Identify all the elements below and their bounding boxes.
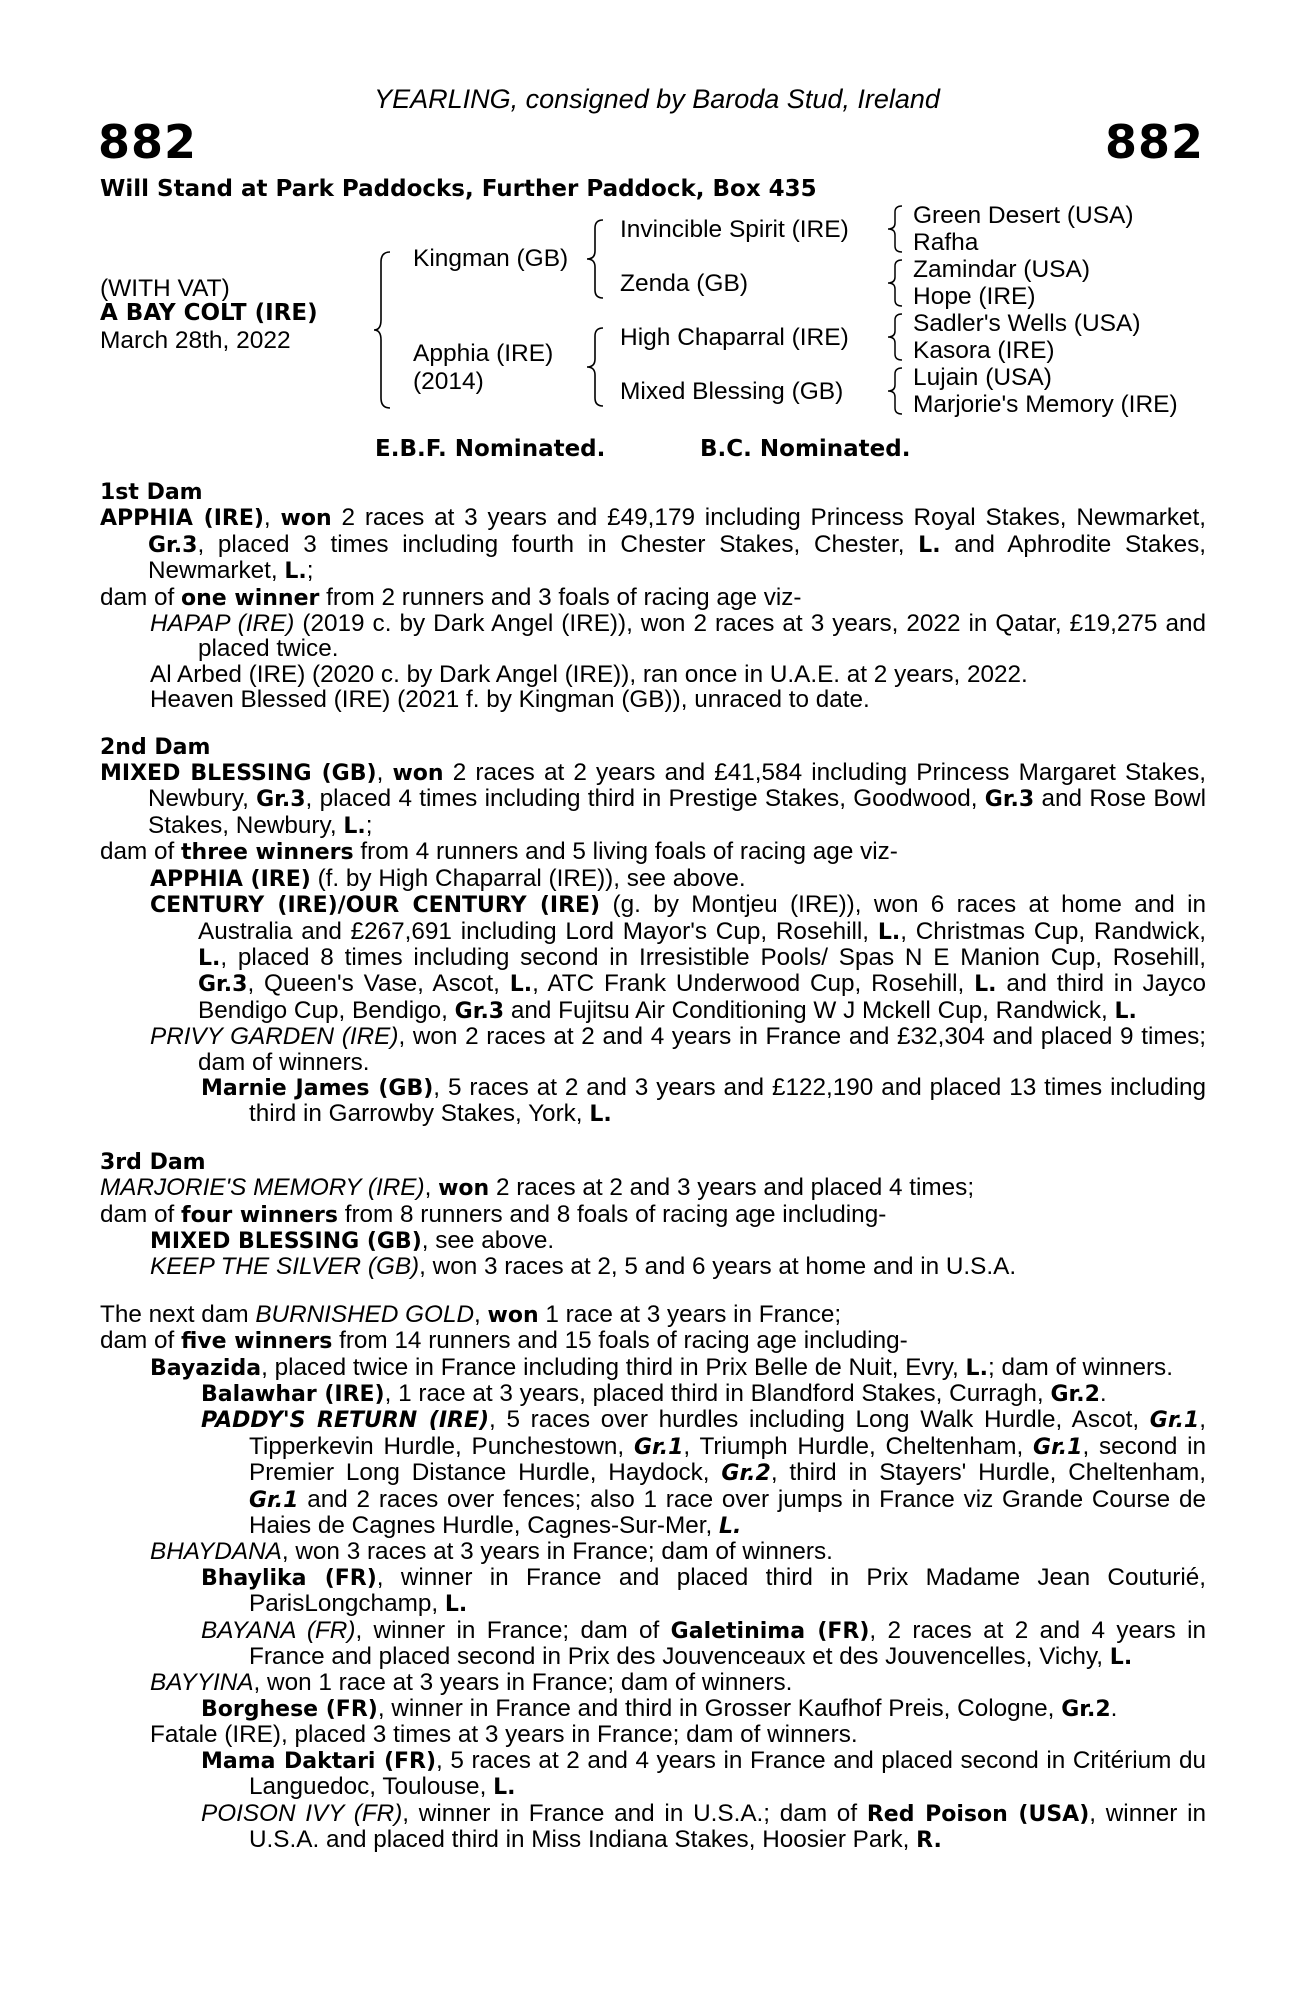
brace-ds [886,312,906,362]
dam2-foal-1 [100,866,1206,892]
sire-sire: Invincible Spirit (IRE) [620,216,849,243]
text: , winner in U.S.A. and placed third in Miss Indiana Stakes, Hoosier Park, [249,1799,1206,1853]
foal-name: BHAYDANA [150,1538,282,1566]
text: , winner in France; dam of [355,1616,671,1644]
foal-name: Mama Daktari (FR) [201,1748,437,1774]
text: ; [306,557,314,585]
winners-count: five winners [181,1329,333,1355]
brace-ss [886,204,906,254]
foal-name: Bayazida [150,1355,262,1381]
text: 2 races at 2 and 3 years and placed 4 times; [489,1174,975,1202]
dam1-name: APPHIA (IRE) [100,506,264,532]
dam2-heading: 2nd Dam [100,734,211,760]
listed: L. [877,919,901,945]
dam3-name: MARJORIE'S MEMORY (IRE) [100,1174,425,1202]
foal-name: KEEP THE SILVER (GB) [150,1253,420,1281]
foal-name: APPHIA (IRE) [150,866,311,892]
listed: L. [493,1775,516,1801]
dam4-grandfoal-3a [100,1696,1206,1722]
foal-name: MIXED BLESSING (GB) [150,1228,422,1254]
text: , won 3 races at 2, 5 and 6 years at home and in U.S.A. [419,1253,1017,1281]
listed: L. [589,1102,612,1128]
dam-dam: Mixed Blessing (GB) [620,378,844,405]
foal-name: Balawhar (IRE) [201,1382,385,1407]
text: and 2 races over fences; also 1 race over jumps in France viz Grande Course de Haies de Cagnes Hurdle, Cagnes-Sur-Mer, [249,1485,1206,1540]
dam4-grandfoal-4b [100,1801,1206,1854]
dam1-foal-3 [100,687,1206,712]
listed: L. [509,972,533,998]
text: , won 2 races at 2 and 4 years in France and £32,304 and placed 9 times; dam of winners. [198,1023,1206,1076]
winners-count: four winners [181,1202,338,1228]
dam2-produce-summary [100,839,1206,865]
grade: Gr.3 [148,532,198,558]
dam3-heading: 3rd Dam [100,1149,206,1175]
dam-sire: High Chaparral (IRE) [620,324,849,351]
dam3-foal-2 [100,1254,1206,1279]
text: (g. by Montjeu (IRE)), won 6 races at home and in Australia and £267,691 including Lord Mayor's Cup, Rosehill, [198,891,1207,945]
dam4-foal-2 [100,1539,1206,1564]
text: , 5 races over hurdles including Long Walk Hurdle, Ascot, [489,1406,1150,1434]
text: ; [365,811,373,839]
sire-sire-sire: Green Desert (USA) [913,202,1134,229]
grade: Gr.1 [249,1487,299,1513]
text: dam of [100,583,182,611]
dam-dam-dam: Marjorie's Memory (IRE) [913,391,1178,418]
dam3-record [100,1175,1206,1201]
winners-count: three winners [181,840,354,866]
dam2-grandfoal [100,1075,1206,1128]
text: and Aphrodite Stakes, Newmarket, [148,530,1206,585]
stand-location: Will Stand at Park Paddocks, Further Paddock, Box 435 [100,176,817,202]
brace-dam [585,326,607,408]
dam4-record [100,1302,1206,1328]
text: , Triumph Hurdle, Cheltenham, [683,1432,1034,1460]
dam1-heading: 1st Dam [100,480,203,505]
foal-name: Galetinima (FR) [670,1618,870,1644]
foal-name: Marnie James (GB) [201,1075,434,1101]
text: from 2 runners and 3 foals of racing age viz- [319,583,802,611]
text: and third in Jayco Bendigo Cup, Bendigo, [198,970,1207,1024]
foal-name: POISON IVY (FR) [201,1799,403,1827]
sire-sire-dam: Rafha [913,229,979,256]
brace-dd [886,366,906,416]
dam4-name: BURNISHED GOLD [255,1300,475,1328]
text: , won 1 race at 3 years in France; dam of winners. [253,1669,793,1697]
listed: L. [1109,1645,1133,1671]
subject-name: A BAY COLT (IRE) [100,300,318,326]
text: . [1099,1380,1107,1407]
dam2-won: won [392,761,444,787]
spacer [100,1280,1206,1302]
dam-sire-dam: Kasora (IRE) [913,337,1055,364]
grade: Gr.3 [198,972,248,998]
foal-name: HAPAP (IRE) [150,610,295,638]
listed: L. [444,1592,468,1618]
text: , winner in France and third in Grosser Kaufhof Preis, Cologne, [377,1694,1062,1722]
text: and Rose Bowl Stakes, Newbury, [148,785,1206,839]
dam-sire-sire: Sadler's Wells (USA) [913,310,1141,337]
text: 2 races at 3 years and £49,179 including Princess Royal Stakes, Newmarket, [331,504,1206,532]
text: 2 races at 2 years and £41,584 including Princess Margaret Stakes, Newbury, [148,759,1206,813]
ebf-nomination: E.B.F. Nominated. [375,436,606,462]
text: , placed 8 times including second in Irresistible Pools/ Spas N E Manion Cup, Rosehill, [220,943,1206,971]
foal-name: BAYYINA [150,1669,254,1697]
listed: L. [965,1355,988,1381]
dam2-foal-2 [100,892,1206,1024]
text: , third in Stayers' Hurdle, Cheltenham, [770,1459,1206,1487]
subject-foaled: March 28th, 2022 [100,327,291,354]
dam2-foal-3 [100,1024,1206,1075]
listed: L. [918,532,941,558]
text: , won 3 races at 3 years in France; dam of winners. [281,1538,833,1566]
text: , 5 races at 2 and 4 years in France and placed second in Critérium du Languedoc, Toulouse, [249,1746,1206,1801]
text: , 5 races at 2 and 3 years and £122,190 and placed 13 times including third in Garrowby Stakes, York, [249,1073,1207,1128]
text: Heaven Blessed (IRE) (2021 f. by Kingman (GB)), unraced to date. [150,686,870,714]
grade: Gr.3 [984,787,1035,813]
sire-dam: Zenda (GB) [620,270,748,297]
text: , 1 race at 3 years, placed third in Blandford Stakes, Curragh, [384,1380,1051,1407]
brace-main [372,250,394,410]
listed: L. [718,1514,742,1540]
brace-sire [585,218,607,300]
text: , winner in France and in U.S.A.; dam of [402,1799,867,1827]
catalogue-body [100,480,1206,1853]
text: , Christmas Cup, Randwick, [900,917,1206,945]
text: , winner in France and placed third in Prix Madame Jean Couturié, ParisLongchamp, [249,1563,1206,1618]
consignment-line: YEARLING, consigned by Baroda Stud, Ireland [374,84,940,114]
dam1-foal-2 [100,662,1206,687]
text: , second in Premier Long Distance Hurdle, Haydock, [249,1432,1207,1487]
dam4-foal-3 [100,1670,1206,1695]
text: Al Arbed (IRE) (2020 c. by Dark Angel (IRE)), ran once in U.A.E. at 2 years, 2022. [150,660,1028,688]
grade: Gr.2 [721,1461,771,1487]
sire-dam-dam: Hope (IRE) [913,283,1036,310]
grade: Gr.1 [1033,1434,1083,1460]
foal-name: PRIVY GARDEN (IRE) [150,1023,399,1051]
dam2-record: MIXED BLESSING (GB), won 2 races at 2 years and £41,584 including Princess Margaret Stakes, Newbury, Gr.3, placed 4 times including third in Prestige Stakes, Goodwood, Gr.3 and Rose Bowl Stakes, Newbury, L.; [100,759,1206,839]
dam-dam-sire: Lujain (USA) [913,364,1052,391]
dam1-foal-1 [100,611,1206,662]
dam3-produce-summary [100,1202,1206,1228]
text: 1 race at 3 years in France; [538,1300,842,1328]
grade: Gr.2 [1050,1382,1100,1407]
listed: L. [1114,998,1137,1024]
listed: L. [343,813,366,839]
text: , placed 3 times including fourth in Chester Stakes, Chester, [197,530,919,558]
text: , ATC Frank Underwood Cup, Rosehill, [532,970,975,998]
listed: L. [974,972,997,998]
dam1-won: won [280,506,332,532]
grade: Gr.3 [454,998,505,1024]
foal-name: CENTURY (IRE)/OUR CENTURY (IRE) [150,893,601,919]
listed: L. [284,559,307,585]
dam2-name: MIXED BLESSING (GB) [100,761,377,787]
dam3-won: won [438,1176,490,1202]
dam3-foal-1 [100,1228,1206,1254]
dam1-record: APPHIA (IRE), won 2 races at 3 years and £49,179 including Princess Royal Stakes, Newmarket, Gr.3, placed 3 times including fourth in Chester Stakes, Chester, L. and Aphrodite Stakes, Newmarket, L.; [100,504,1206,585]
dam1-produce-summary [100,585,1206,611]
bc-nomination: B.C. Nominated. [700,436,911,462]
text: Fatale (IRE), placed 3 times at 3 years in France; dam of winners. [150,1721,858,1749]
vat-label: (WITH VAT) [100,275,230,302]
text: , Queen's Vase, Ascot, [247,970,510,998]
dam-year: (2014) [413,368,484,395]
text: from 14 runners and 15 foals of racing age including- [332,1327,908,1355]
listed: L. [198,945,221,971]
foal-name: Red Poison (USA) [866,1801,1090,1827]
text: dam of [100,1200,182,1228]
text: dam of [100,1327,182,1355]
restricted: R. [916,1827,942,1853]
sire-dam-sire: Zamindar (USA) [913,256,1090,283]
dam4-grandfoal-1a [100,1381,1206,1407]
text: (f. by High Chaparral (IRE)), see above. [310,864,746,892]
text: , [424,1174,439,1202]
dam4-grandfoal-2b [100,1618,1206,1671]
text: ; dam of winners. [987,1353,1173,1381]
text: dam of [100,838,182,866]
dam4-grandfoal-2a [100,1565,1206,1618]
text: (2019 c. by Dark Angel (IRE)), won 2 races at 3 years, 2022 in Qatar, £19,275 and placed twice. [198,610,1206,663]
text: from 4 runners and 5 living foals of racing age viz- [353,838,898,866]
dam4-grandfoal-1b [100,1407,1206,1539]
dam4-foal-1 [100,1355,1206,1381]
winners-count: one winner [181,585,320,611]
text: , [474,1300,488,1328]
foal-name: PADDY'S RETURN (IRE) [201,1408,490,1434]
text: The next dam [100,1300,256,1328]
brace-sd [886,258,906,308]
dam4-foal-4 [100,1722,1206,1747]
sire-name: Kingman (GB) [413,245,569,272]
text: and Fujitsu Air Conditioning W J Mckell Cup, Randwick, [504,996,1115,1024]
dam4-grandfoal-4a [100,1748,1206,1801]
text: , Tipperkevin Hurdle, Punchestown, [249,1406,1206,1460]
grade: Gr.1 [1149,1408,1200,1434]
text: , placed 4 times including third in Prestige Stakes, Goodwood, [305,785,985,813]
grade: Gr.2 [1061,1696,1111,1722]
foal-name: BAYANA (FR) [201,1616,356,1644]
text: , 2 races at 2 and 4 years in France and placed second in Prix des Jouvenceaux et des Jouvencelles, Vichy, [249,1616,1206,1671]
text: from 8 runners and 8 foals of racing age including- [337,1200,887,1228]
dam-name: Apphia (IRE) [413,340,554,367]
grade: Gr.1 [633,1434,684,1460]
text: . [1110,1694,1118,1722]
dam4-won: won [487,1302,539,1328]
lot-number-right: 882 [1104,115,1204,169]
text: , see above. [421,1226,555,1254]
foal-name: Borghese (FR) [201,1696,378,1722]
foal-name: Bhaylika (FR) [201,1565,377,1591]
dam4-produce-summary [100,1328,1206,1354]
text: , placed twice in France including third in Prix Belle de Nuit, Evry, [261,1353,966,1381]
grade: Gr.3 [256,787,306,813]
lot-number-left: 882 [98,115,198,169]
